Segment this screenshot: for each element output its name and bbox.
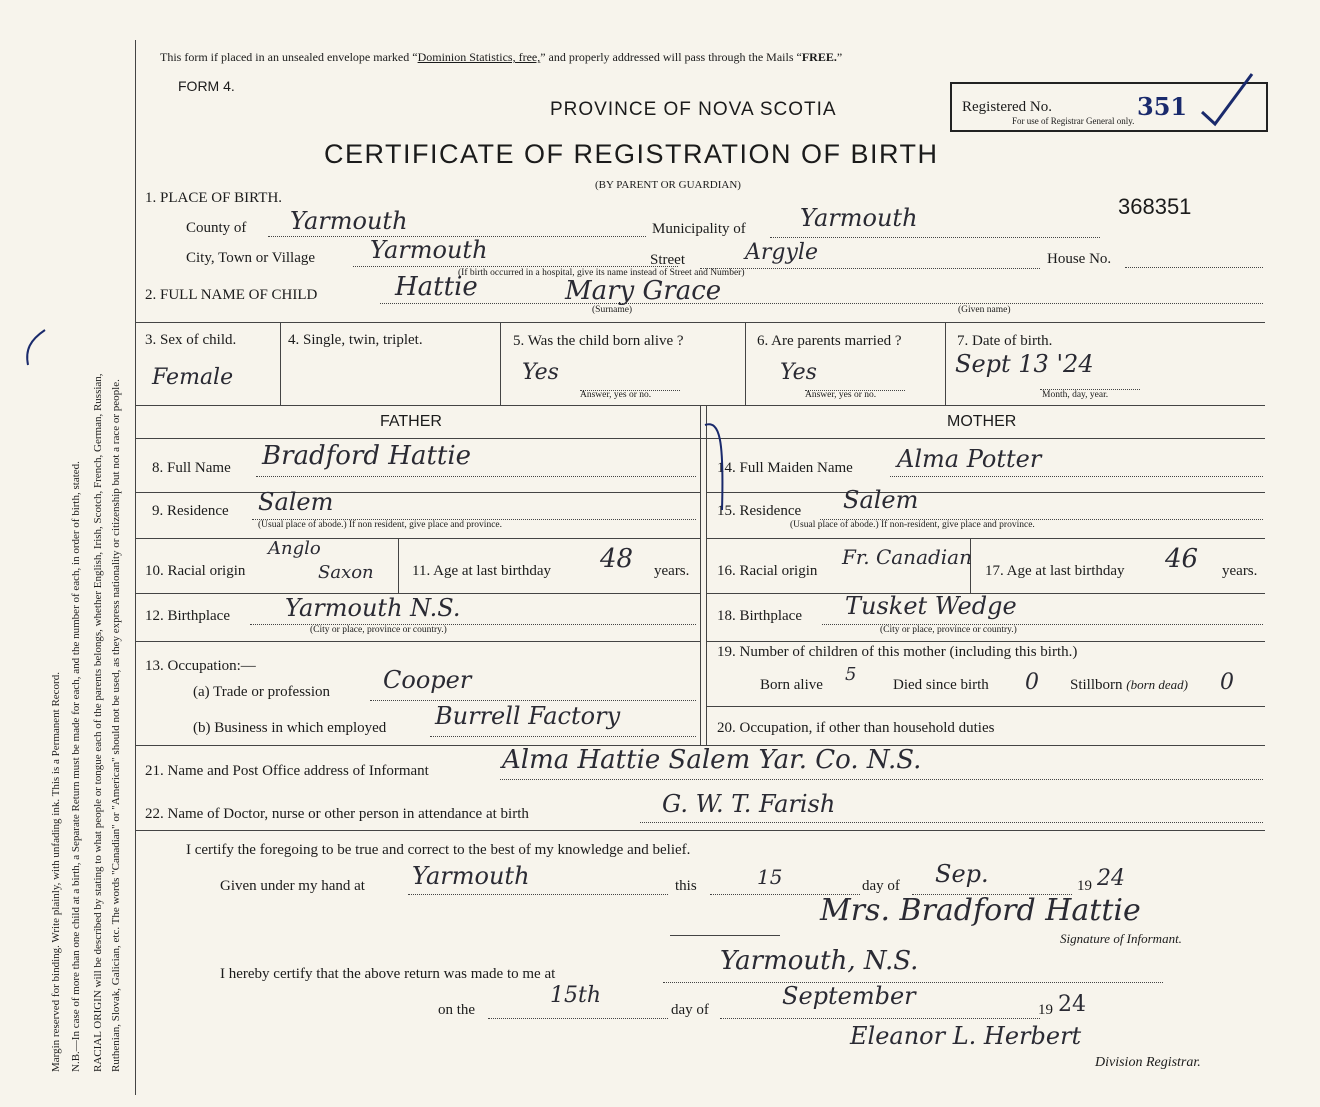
parents-married-label: 6. Are parents married ? (757, 333, 902, 349)
house-number-line (1125, 267, 1263, 268)
month-value: Sep. (935, 860, 989, 888)
province-title: PROVINCE OF NOVA SCOTIA (550, 99, 837, 120)
stillborn-value: 0 (1220, 670, 1234, 695)
surname-caption: (Surname) (592, 305, 633, 315)
full-name-line (380, 303, 1263, 304)
municipality-value: Yarmouth (800, 204, 918, 232)
municipality-label: Municipality of (652, 221, 746, 237)
trade-label: (a) Trade or profession (193, 684, 331, 700)
registrar-signature: Eleanor L. Herbert (850, 1022, 1082, 1050)
margin-note-binding: Margin reserved for binding. Write plainly, with unfading ink. This is a Permanent Record. (50, 672, 62, 1072)
col-divider-2 (500, 322, 501, 405)
given-place-line (408, 894, 668, 895)
certificate-title: CERTIFICATE OF REGISTRATION OF BIRTH (324, 139, 939, 169)
mother-birthplace-label: 18. Birthplace (717, 608, 802, 624)
return-place-value: Yarmouth, N.S. (720, 946, 919, 976)
sex-value: Female (152, 365, 234, 390)
date-of-birth-value: Sept 13 '24 (955, 350, 1094, 378)
margin-note-nationality: Ruthenian, Slovak, Galician, etc. The words "Canadian" or "American" should not be used, as they express nationality or citizenship but not a race or people. (110, 379, 122, 1072)
rule-father-4 (135, 641, 700, 642)
father-racial-label: 10. Racial origin (145, 563, 246, 579)
business-line (430, 736, 696, 737)
parents-married-caption: Answer, yes or no. (805, 390, 877, 400)
this-label: this (675, 878, 697, 894)
mother-years-label: years. (1222, 563, 1258, 579)
mother-racial-value: Fr. Canadian (842, 545, 972, 569)
given-place-value: Yarmouth (412, 862, 530, 890)
city-label: City, Town or Village (186, 250, 316, 266)
house-number-label: House No. (1047, 251, 1112, 267)
doctor-line (640, 822, 1263, 823)
mother-residence-value: Salem (843, 486, 919, 514)
serial-number: 368351 (1118, 194, 1192, 219)
mother-residence-caption: (Usual place of abode.) If non-resident, give place and province. (790, 520, 1035, 530)
mother-heading: MOTHER (947, 413, 1017, 430)
return-day-of-label: day of (671, 1002, 709, 1018)
rule-mother-5 (706, 706, 1265, 707)
informant-label: 21. Name and Post Office address of Informant (145, 763, 429, 779)
child-surname-value: Hattie (395, 272, 478, 302)
children-count-label: 19. Number of children of this mother (including this birth.) (717, 644, 1078, 660)
return-label: I hereby certify that the above return was made to me at (220, 966, 556, 982)
given-under-label: Given under my hand at (220, 878, 365, 894)
mother-name-line (890, 476, 1263, 477)
date-of-birth-caption: Month, day, year. (1042, 390, 1109, 400)
informant-signature: Mrs. Bradford Hattie (820, 893, 1141, 928)
stillborn-note: (born dead) (1126, 677, 1189, 692)
father-age-divider (398, 538, 399, 593)
return-day-value: 15th (550, 983, 602, 1008)
father-name-value: Bradford Hattie (262, 441, 472, 471)
stillborn-label (1070, 677, 1188, 694)
trade-line (370, 700, 696, 701)
born-alive-label: 5. Was the child born alive ? (513, 333, 684, 349)
business-value: Burrell Factory (435, 702, 621, 730)
mother-birthplace-caption: (City or place, province or country.) (880, 625, 1017, 635)
certify-statement: I certify the foregoing to be true and correct to the best of my knowledge and belief. (186, 842, 691, 858)
return-year-prefix: 19 (1038, 1002, 1053, 1018)
father-birthplace-label: 12. Birthplace (145, 608, 230, 624)
street-label: Street (650, 252, 685, 268)
mail-notice (160, 50, 842, 65)
informant-line (500, 779, 1263, 780)
blank-signature-line (670, 935, 780, 936)
ink-mark-icon (10, 325, 50, 385)
registered-box (950, 82, 1268, 132)
rule-mother-2 (706, 538, 1265, 539)
city-value: Yarmouth (370, 236, 488, 264)
stillborn-label-text: Stillborn (1070, 677, 1123, 693)
mother-birthplace-value: Tusket Wedge (845, 592, 1017, 620)
return-month-value: September (782, 982, 916, 1010)
child-given-value: Mary Grace (565, 276, 722, 306)
parents-married-value: Yes (780, 360, 817, 385)
mail-notice-mark: Dominion Statistics, free, (417, 50, 541, 64)
father-residence-value: Salem (258, 488, 334, 516)
father-residence-label: 9. Residence (152, 503, 229, 519)
mother-racial-label: 16. Racial origin (717, 563, 818, 579)
col-divider-4 (945, 322, 946, 405)
col-divider-3 (745, 322, 746, 405)
business-label: (b) Business in which employed (193, 720, 387, 736)
single-twin-label: 4. Single, twin, triplet. (288, 332, 423, 348)
county-value: Yarmouth (290, 207, 408, 235)
rule-after-name (135, 322, 1265, 323)
mother-occupation-label: 20. Occupation, if other than household duties (717, 720, 995, 736)
father-residence-caption: (Usual place of abode.) If non resident, give place and province. (258, 520, 502, 530)
father-age-value: 48 (600, 544, 634, 574)
born-alive-value: Yes (522, 360, 559, 385)
doctor-label: 22. Name of Doctor, nurse or other person in attendance at birth (145, 806, 529, 822)
margin-note-racial-origin: RACIAL ORIGIN will be described by stating to what people or tongue each of the parents belongs, whether English, Irish, Scotch, French, German, Russian, (92, 373, 104, 1072)
col-divider-1 (280, 322, 281, 405)
date-of-birth-label: 7. Date of birth. (957, 333, 1053, 349)
father-age-label: 11. Age at last birthday (412, 563, 551, 579)
given-name-caption: (Given name) (958, 305, 1011, 315)
died-since-birth-label: Died since birth (893, 677, 989, 693)
check-mark-icon (1197, 72, 1257, 132)
mail-notice-free: FREE. (801, 50, 837, 64)
city-line (353, 266, 678, 267)
father-racial-value-1: Anglo (268, 538, 321, 559)
certificate-subtitle: (BY PARENT OR GUARDIAN) (595, 179, 741, 191)
signature-caption: Signature of Informant. (1060, 931, 1182, 946)
mother-name-label: 14. Full Maiden Name (717, 460, 853, 476)
county-label: County of (186, 220, 247, 236)
day-of-label: day of (862, 878, 900, 894)
trade-value: Cooper (383, 666, 472, 694)
born-alive-count-label: Born alive (760, 677, 823, 693)
sex-label: 3. Sex of child. (145, 332, 237, 348)
occupation-label: 13. Occupation:— (145, 658, 256, 674)
margin-note-multiple-births: N.B.—In case of more than one child at a birth, a Separate Return must be made for each, and the number of each, in order of birth, stated. (70, 461, 82, 1072)
doctor-value: G. W. T. Farish (662, 790, 836, 818)
on-the-label: on the (438, 1002, 476, 1018)
born-alive-caption: Answer, yes or no. (580, 390, 652, 400)
return-month-line (720, 1018, 1040, 1019)
municipality-line (770, 237, 1100, 238)
registered-value: 351 (1137, 92, 1188, 121)
mother-residence-label: 15. Residence (717, 503, 802, 519)
father-racial-value-2: Saxon (318, 562, 374, 583)
year-prefix: 19 (1077, 878, 1092, 894)
father-birthplace-caption: (City or place, province or country.) (310, 625, 447, 635)
return-day-line (488, 1018, 668, 1019)
registrar-caption: Division Registrar. (1095, 1055, 1201, 1070)
mother-age-value: 46 (1165, 544, 1199, 574)
form-number: FORM 4. (178, 78, 235, 94)
year-value: 24 (1097, 866, 1125, 891)
father-years-label: years. (654, 563, 690, 579)
registrar-only-note: For use of Registrar General only. (1012, 116, 1135, 126)
rule-father-2 (135, 538, 700, 539)
rule-mother-1 (706, 492, 1265, 493)
father-heading: FATHER (380, 413, 442, 430)
mother-name-value: Alma Potter (897, 445, 1042, 473)
mother-age-label: 17. Age at last birthday (985, 563, 1125, 579)
father-birthplace-value: Yarmouth N.S. (285, 594, 461, 622)
rule-mother-4 (706, 641, 1265, 642)
rule-father-1 (135, 492, 700, 493)
mail-notice-end: ” (836, 50, 843, 64)
day-value: 15 (757, 865, 783, 889)
mail-notice-mid: ” and properly addressed will pass through the Mails “ (540, 50, 802, 64)
street-value: Argyle (745, 240, 818, 265)
rule-after-informant (135, 830, 1265, 831)
registered-label: Registered No. (962, 99, 1052, 115)
mail-notice-pre: This form if placed in an unsealed envelope marked “ (160, 50, 418, 64)
ink-stroke-icon (700, 410, 740, 520)
father-name-label: 8. Full Name (152, 460, 231, 476)
born-alive-count-value: 5 (845, 664, 857, 685)
father-name-line (256, 476, 696, 477)
place-of-birth-label: 1. PLACE OF BIRTH. (145, 190, 283, 206)
frame-left-border (135, 40, 136, 1095)
return-year-value: 24 (1058, 992, 1086, 1017)
informant-value: Alma Hattie Salem Yar. Co. N.S. (502, 745, 922, 775)
died-since-birth-value: 0 (1025, 670, 1039, 695)
street-line (700, 268, 1040, 269)
hospital-note: (If birth occurred in a hospital, give its name instead of Street and Number) (458, 268, 745, 278)
full-name-label: 2. FULL NAME OF CHILD (145, 287, 318, 303)
